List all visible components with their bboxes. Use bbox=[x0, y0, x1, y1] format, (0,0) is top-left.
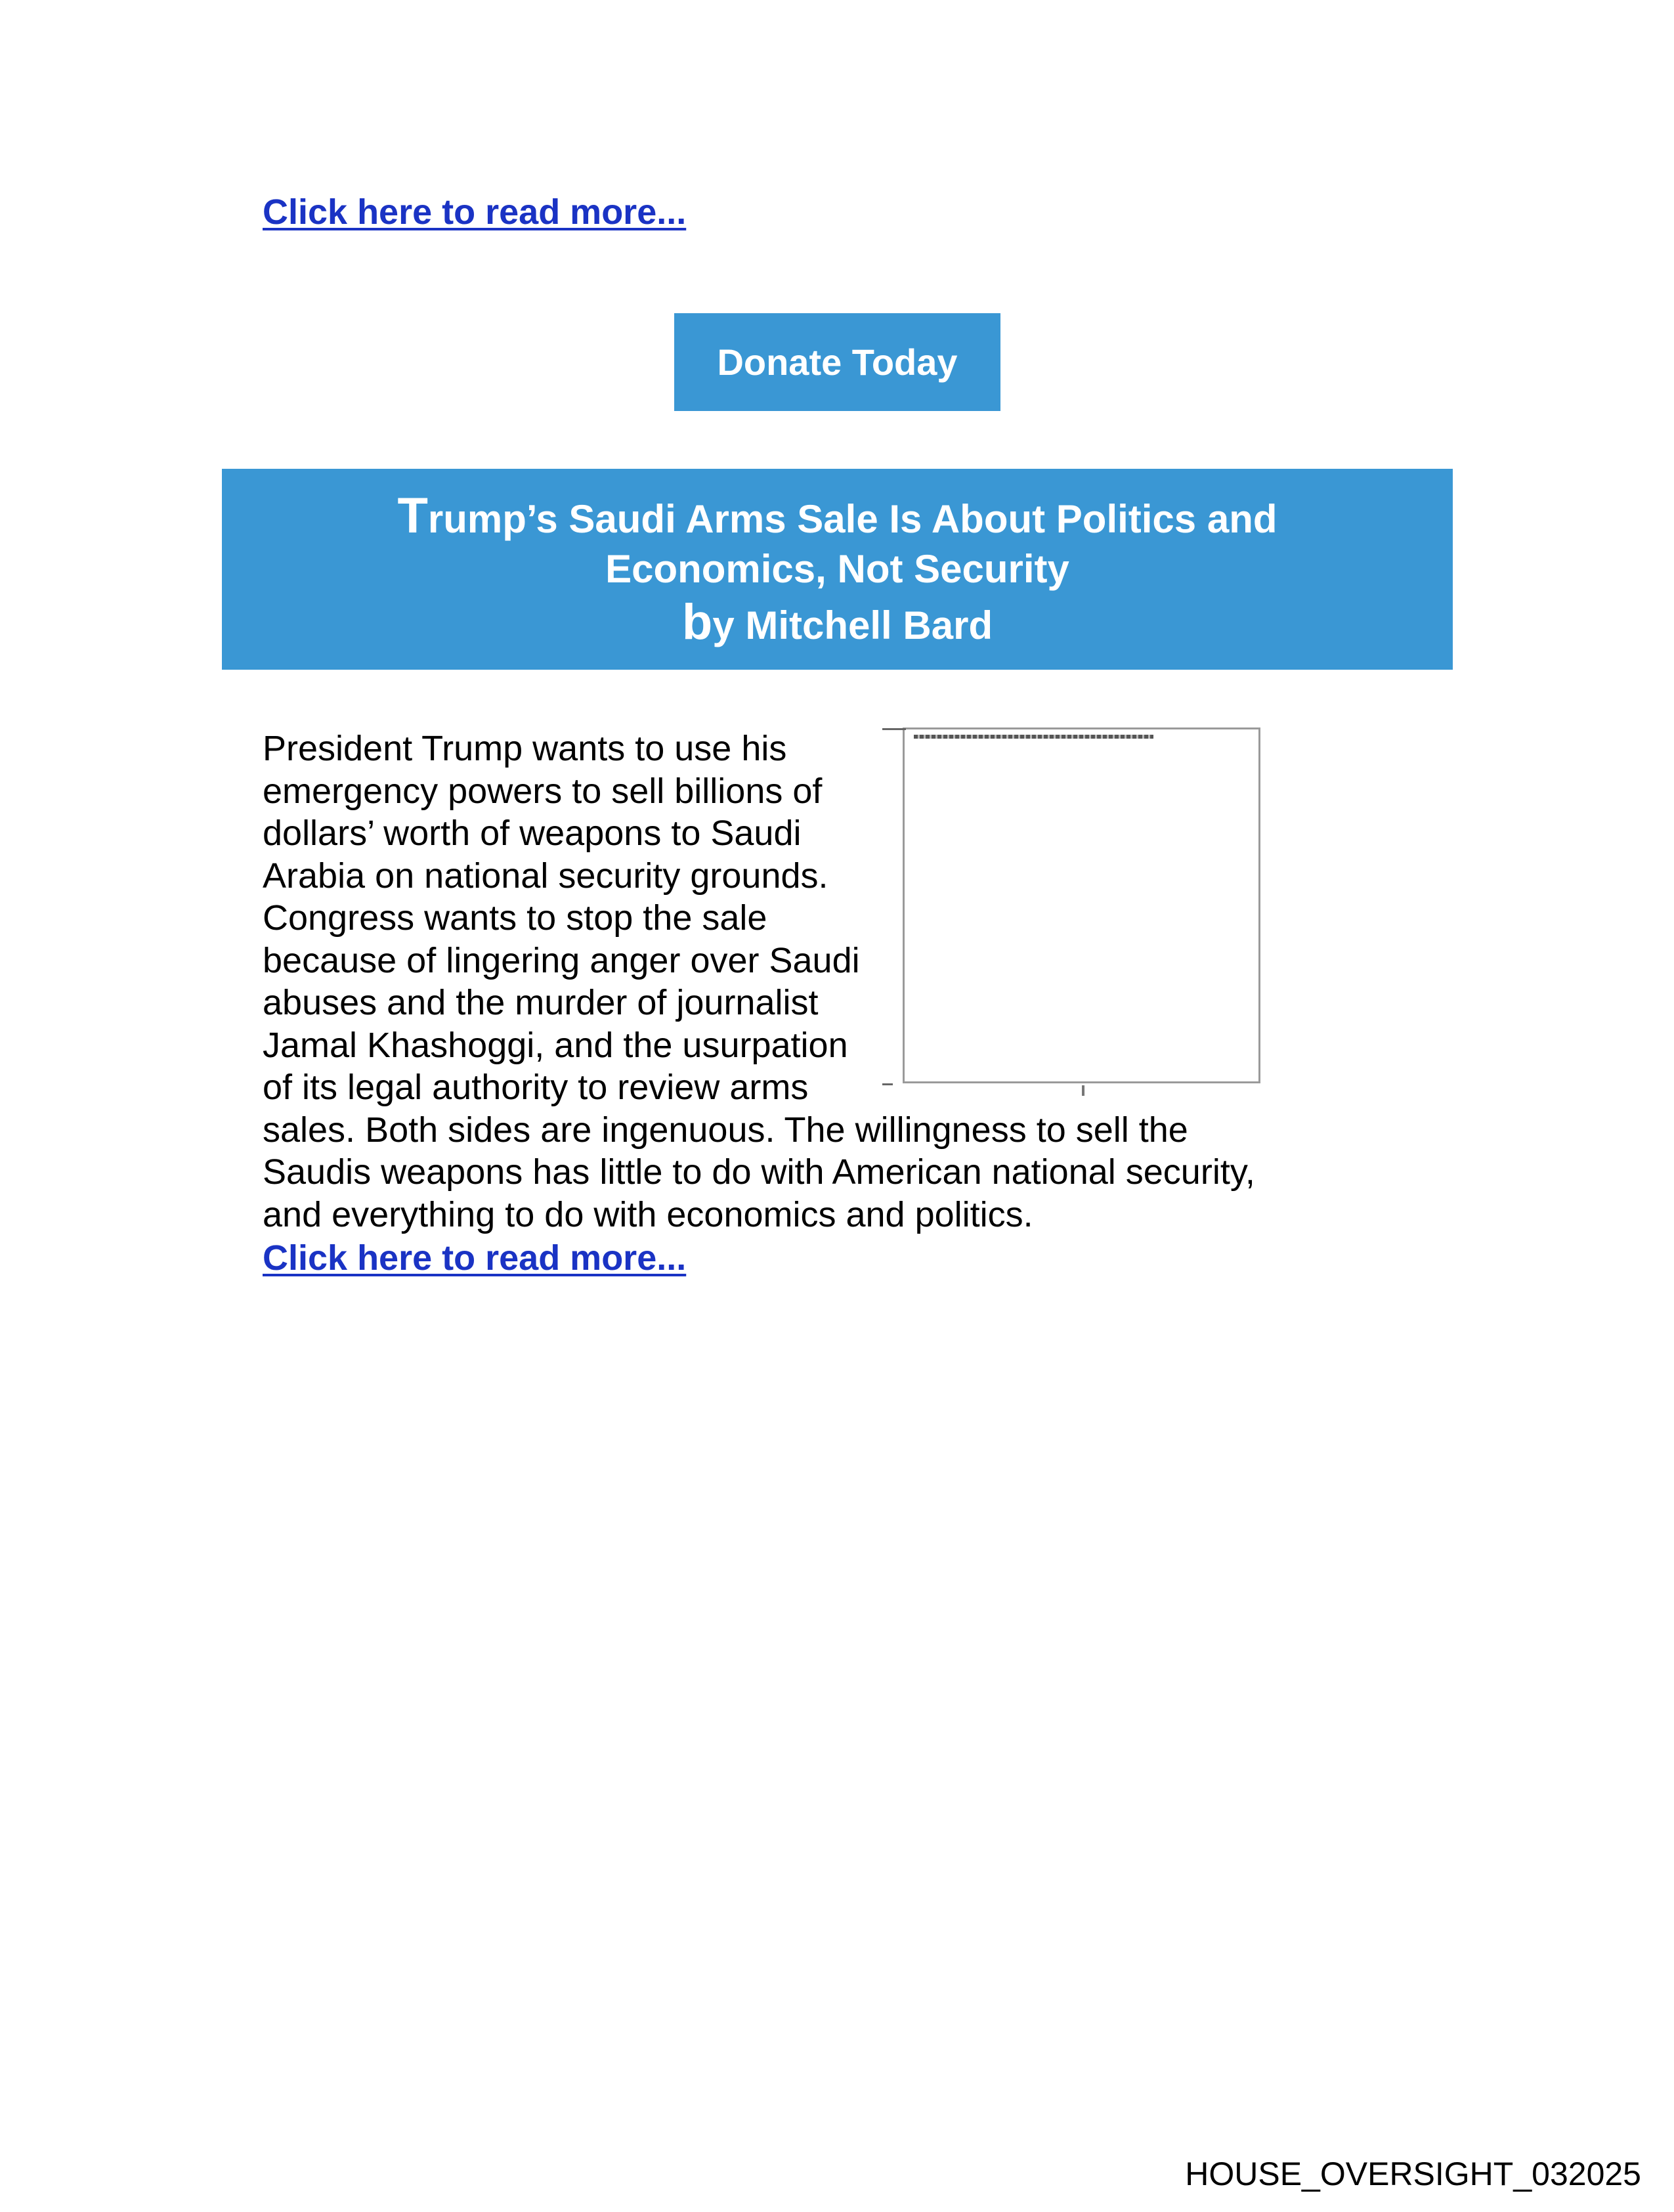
image-handle-mark bbox=[1082, 1085, 1084, 1096]
image-caption-text bbox=[914, 735, 1153, 739]
donate-button-label: Donate Today bbox=[717, 341, 958, 383]
headline-initial: T bbox=[397, 488, 428, 544]
read-more-link-bottom[interactable]: Click here to read more... bbox=[263, 1238, 687, 1278]
article-image-placeholder bbox=[903, 727, 1260, 1083]
byline-text: y Mitchell Bard bbox=[712, 603, 993, 647]
headline-text: rump’s Saudi Arms Sale Is About Politics and Economics, Not Security bbox=[427, 497, 1277, 591]
document-id: HOUSE_OVERSIGHT_032025 bbox=[1185, 2156, 1641, 2192]
article-headline bbox=[372, 488, 1304, 594]
article-byline bbox=[222, 594, 1453, 654]
article-title-banner bbox=[222, 469, 1453, 670]
donate-button[interactable] bbox=[674, 313, 1000, 411]
read-more-link-top[interactable]: Click here to read more... bbox=[263, 192, 687, 232]
image-bottom-tick bbox=[882, 1083, 893, 1085]
byline-initial: b bbox=[681, 594, 713, 650]
article-body-text: President Trump wants to use his emergency powers to sell billions of dollars’ worth of weapons to Saudi Arabia on national security grounds. Congress wants to stop the sale because of lingering anger over Saudi abuses and the murder of journalist Jamal Khashoggi, and the usurpation of its legal authority to review arms sales. Both sides are ingenuous. The willingness to sell the Saudis weapons has little to do with American national security, and everything to do with economics and politics. bbox=[263, 729, 1255, 1234]
image-left-tick bbox=[882, 728, 906, 730]
article-excerpt bbox=[263, 727, 1260, 1236]
